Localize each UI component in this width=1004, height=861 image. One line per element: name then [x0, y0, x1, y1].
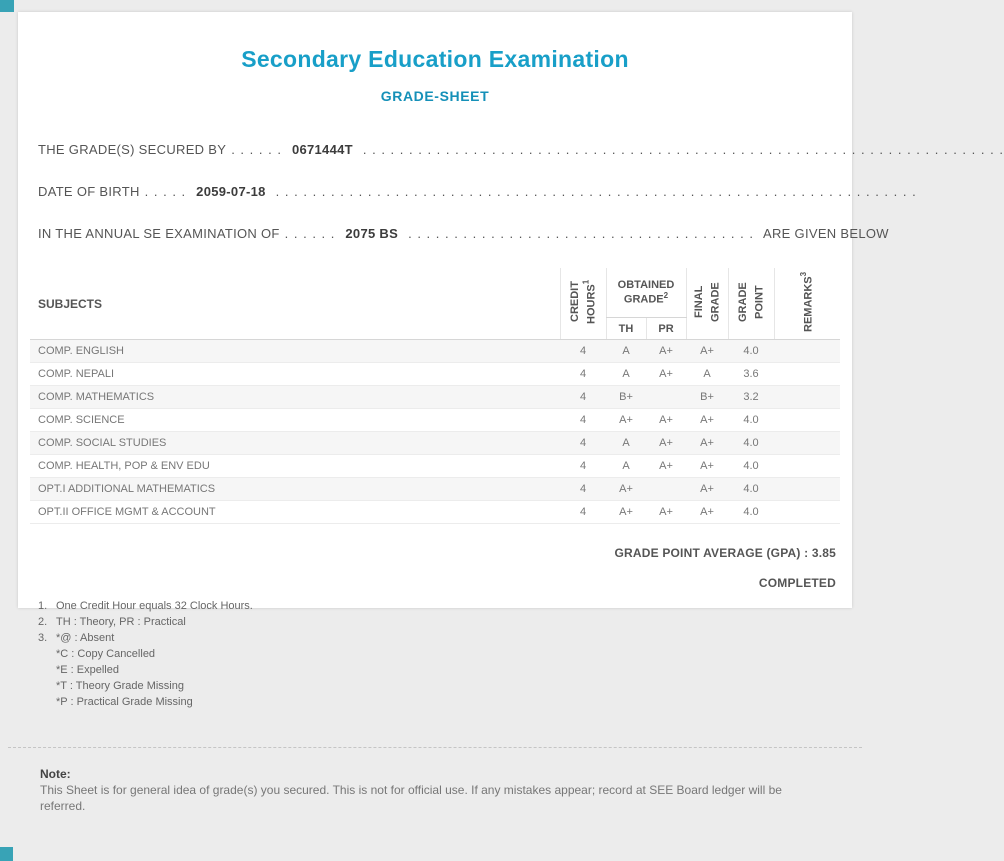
- grades-table-header: [30, 268, 840, 340]
- cell-th: A+: [606, 478, 646, 501]
- table-row: [30, 432, 840, 455]
- table-row: [30, 501, 840, 524]
- cell-subject: COMP. SCIENCE: [30, 409, 560, 432]
- grades-table: [30, 268, 840, 524]
- symbol-number-value: 0671444T: [291, 142, 353, 157]
- header-grade-point-label: GRADE POINT: [736, 282, 765, 322]
- cell-final: A: [686, 363, 728, 386]
- cell-remarks: [774, 432, 840, 455]
- cell-pr: [646, 478, 686, 501]
- gpa-summary: GRADE POINT AVERAGE (GPA) : 3.85: [614, 546, 836, 560]
- corner-accent-top-icon: [0, 0, 14, 12]
- footnote-item: [38, 598, 253, 614]
- footnote-line: TH : Theory, PR : Practical: [56, 616, 186, 628]
- header-theory: TH: [606, 318, 646, 340]
- cell-final: A+: [686, 501, 728, 524]
- table-row: [30, 386, 840, 409]
- cell-subject: COMP. MATHEMATICS: [30, 386, 560, 409]
- footnote-line: *P : Practical Grade Missing: [56, 696, 193, 708]
- footnote-item: [38, 614, 253, 630]
- cell-remarks: [774, 363, 840, 386]
- header-final-grade: [686, 268, 728, 340]
- note-section: [40, 766, 830, 814]
- table-row: [30, 478, 840, 501]
- info-suffix: ARE GIVEN BELOW: [762, 226, 889, 241]
- footnote-line: *C : Copy Cancelled: [56, 648, 156, 660]
- cell-credit: 4: [560, 409, 606, 432]
- cell-subject: COMP. ENGLISH: [30, 340, 560, 363]
- cell-final: A+: [686, 478, 728, 501]
- header-practical: PR: [646, 318, 686, 340]
- info-line-exam-year: [38, 226, 889, 241]
- cell-credit: 4: [560, 363, 606, 386]
- cell-pr: A+: [646, 432, 686, 455]
- cell-subject: COMP. NEPALI: [30, 363, 560, 386]
- footnotes: [38, 598, 253, 710]
- status-completed: COMPLETED: [758, 576, 836, 590]
- dot-leader: . . . . . . . . . . . . . . . . . . . . . . . . . . . . . . . . . . . . . .: [408, 226, 754, 241]
- cell-final: A+: [686, 432, 728, 455]
- sheet-card: [18, 12, 1004, 608]
- cell-credit: 4: [560, 432, 606, 455]
- cell-subject: COMP. HEALTH, POP & ENV EDU: [30, 455, 560, 478]
- cell-remarks: [774, 455, 840, 478]
- info-label: IN THE ANNUAL SE EXAMINATION OF: [38, 226, 280, 241]
- cell-point: 4.0: [728, 455, 774, 478]
- date-of-birth-value: 2059-07-18: [196, 184, 266, 199]
- cell-subject: COMP. SOCIAL STUDIES: [30, 432, 560, 455]
- cell-th: A: [606, 432, 646, 455]
- cell-point: 4.0: [728, 478, 774, 501]
- header-grade-point: [728, 268, 774, 340]
- cell-final: B+: [686, 386, 728, 409]
- cell-final: A+: [686, 409, 728, 432]
- header-remarks: [774, 268, 840, 340]
- grades-table-body: [30, 340, 840, 524]
- corner-accent-bottom-icon: [0, 847, 13, 861]
- footnote-line: *@ : Absent: [56, 632, 115, 644]
- table-row: [30, 455, 840, 478]
- header-credit-hours: [560, 268, 606, 340]
- cell-final: A+: [686, 340, 728, 363]
- dot-leader: . . . . . .: [284, 226, 336, 241]
- footnote-line: *E : Expelled: [56, 664, 119, 676]
- footnote-lines: [56, 630, 193, 710]
- page-subtitle: GRADE-SHEET: [380, 88, 490, 104]
- cell-th: A+: [606, 409, 646, 432]
- dot-leader: . . . . . . . . . . . . . . . . . . . . . . . . . . . . . . . . . . . . . . . . . . . . . . . . . . . . . . . . . . . . . . . . . . . . . .: [362, 142, 1004, 157]
- cell-remarks: [774, 386, 840, 409]
- footnote-line: *T : Theory Grade Missing: [56, 680, 184, 692]
- exam-year-value: 2075 BS: [345, 226, 399, 241]
- info-label: THE GRADE(S) SECURED BY: [38, 142, 227, 157]
- dot-leader: . . . . . . . . . . . . . . . . . . . . . . . . . . . . . . . . . . . . . . . . . . . . . . . . . . . . . . . . . . . . . . . . . . . . . .: [275, 184, 917, 199]
- cell-pr: [646, 386, 686, 409]
- cell-pr: A+: [646, 340, 686, 363]
- cell-remarks: [774, 409, 840, 432]
- cell-credit: 4: [560, 501, 606, 524]
- note-label: Note:: [40, 767, 71, 781]
- cell-remarks: [774, 501, 840, 524]
- dashed-divider: [8, 747, 862, 748]
- cell-point: 4.0: [728, 432, 774, 455]
- dot-leader: . . . . .: [144, 184, 187, 199]
- info-lines: [38, 142, 1004, 241]
- cell-credit: 4: [560, 340, 606, 363]
- cell-point: 3.2: [728, 386, 774, 409]
- cell-th: A+: [606, 501, 646, 524]
- header-final-grade-label: FINAL GRADE: [692, 282, 721, 322]
- header-subjects: SUBJECTS: [30, 268, 560, 340]
- info-line-date-of-birth: [38, 184, 917, 199]
- cell-pr: A+: [646, 501, 686, 524]
- cell-credit: 4: [560, 478, 606, 501]
- cell-th: A: [606, 340, 646, 363]
- cell-th: B+: [606, 386, 646, 409]
- table-row: [30, 340, 840, 363]
- dot-leader: . . . . . .: [231, 142, 282, 157]
- footnote-number: 3.: [38, 632, 48, 644]
- cell-credit: 4: [560, 386, 606, 409]
- cell-point: 4.0: [728, 340, 774, 363]
- cell-subject: OPT.II OFFICE MGMT & ACCOUNT: [30, 501, 560, 524]
- footnote-lines: [56, 614, 186, 630]
- footnote-number: 2.: [38, 616, 48, 628]
- table-row: [30, 409, 840, 432]
- cell-th: A: [606, 455, 646, 478]
- cell-remarks: [774, 340, 840, 363]
- info-line-secured-by: [38, 142, 1004, 157]
- cell-pr: A+: [646, 409, 686, 432]
- cell-subject: OPT.I ADDITIONAL MATHEMATICS: [30, 478, 560, 501]
- cell-pr: A+: [646, 363, 686, 386]
- info-label: DATE OF BIRTH: [38, 184, 140, 199]
- footnote-item: [38, 630, 253, 710]
- cell-point: 4.0: [728, 501, 774, 524]
- footnote-line: One Credit Hour equals 32 Clock Hours.: [56, 600, 253, 612]
- header-remarks-label: REMARKS$^3$: [799, 271, 815, 333]
- cell-pr: A+: [646, 455, 686, 478]
- cell-point: 3.6: [728, 363, 774, 386]
- footnote-number: 1.: [38, 600, 48, 612]
- table-row: [30, 363, 840, 386]
- cell-credit: 4: [560, 455, 606, 478]
- cell-point: 4.0: [728, 409, 774, 432]
- cell-remarks: [774, 478, 840, 501]
- cell-th: A: [606, 363, 646, 386]
- footnote-lines: [56, 598, 253, 614]
- header-obtained-grade: OBTAINED GRADE$^2$: [606, 268, 686, 318]
- header-credit-hours-label: CREDIT HOURS$^1$: [568, 279, 597, 325]
- cell-final: A+: [686, 455, 728, 478]
- note-text: This Sheet is for general idea of grade(s) you secured. This is not for official use. If any mistakes appear; record at SEE Board ledger will be referred.: [40, 783, 782, 813]
- page-title: Secondary Education Examination: [241, 46, 629, 72]
